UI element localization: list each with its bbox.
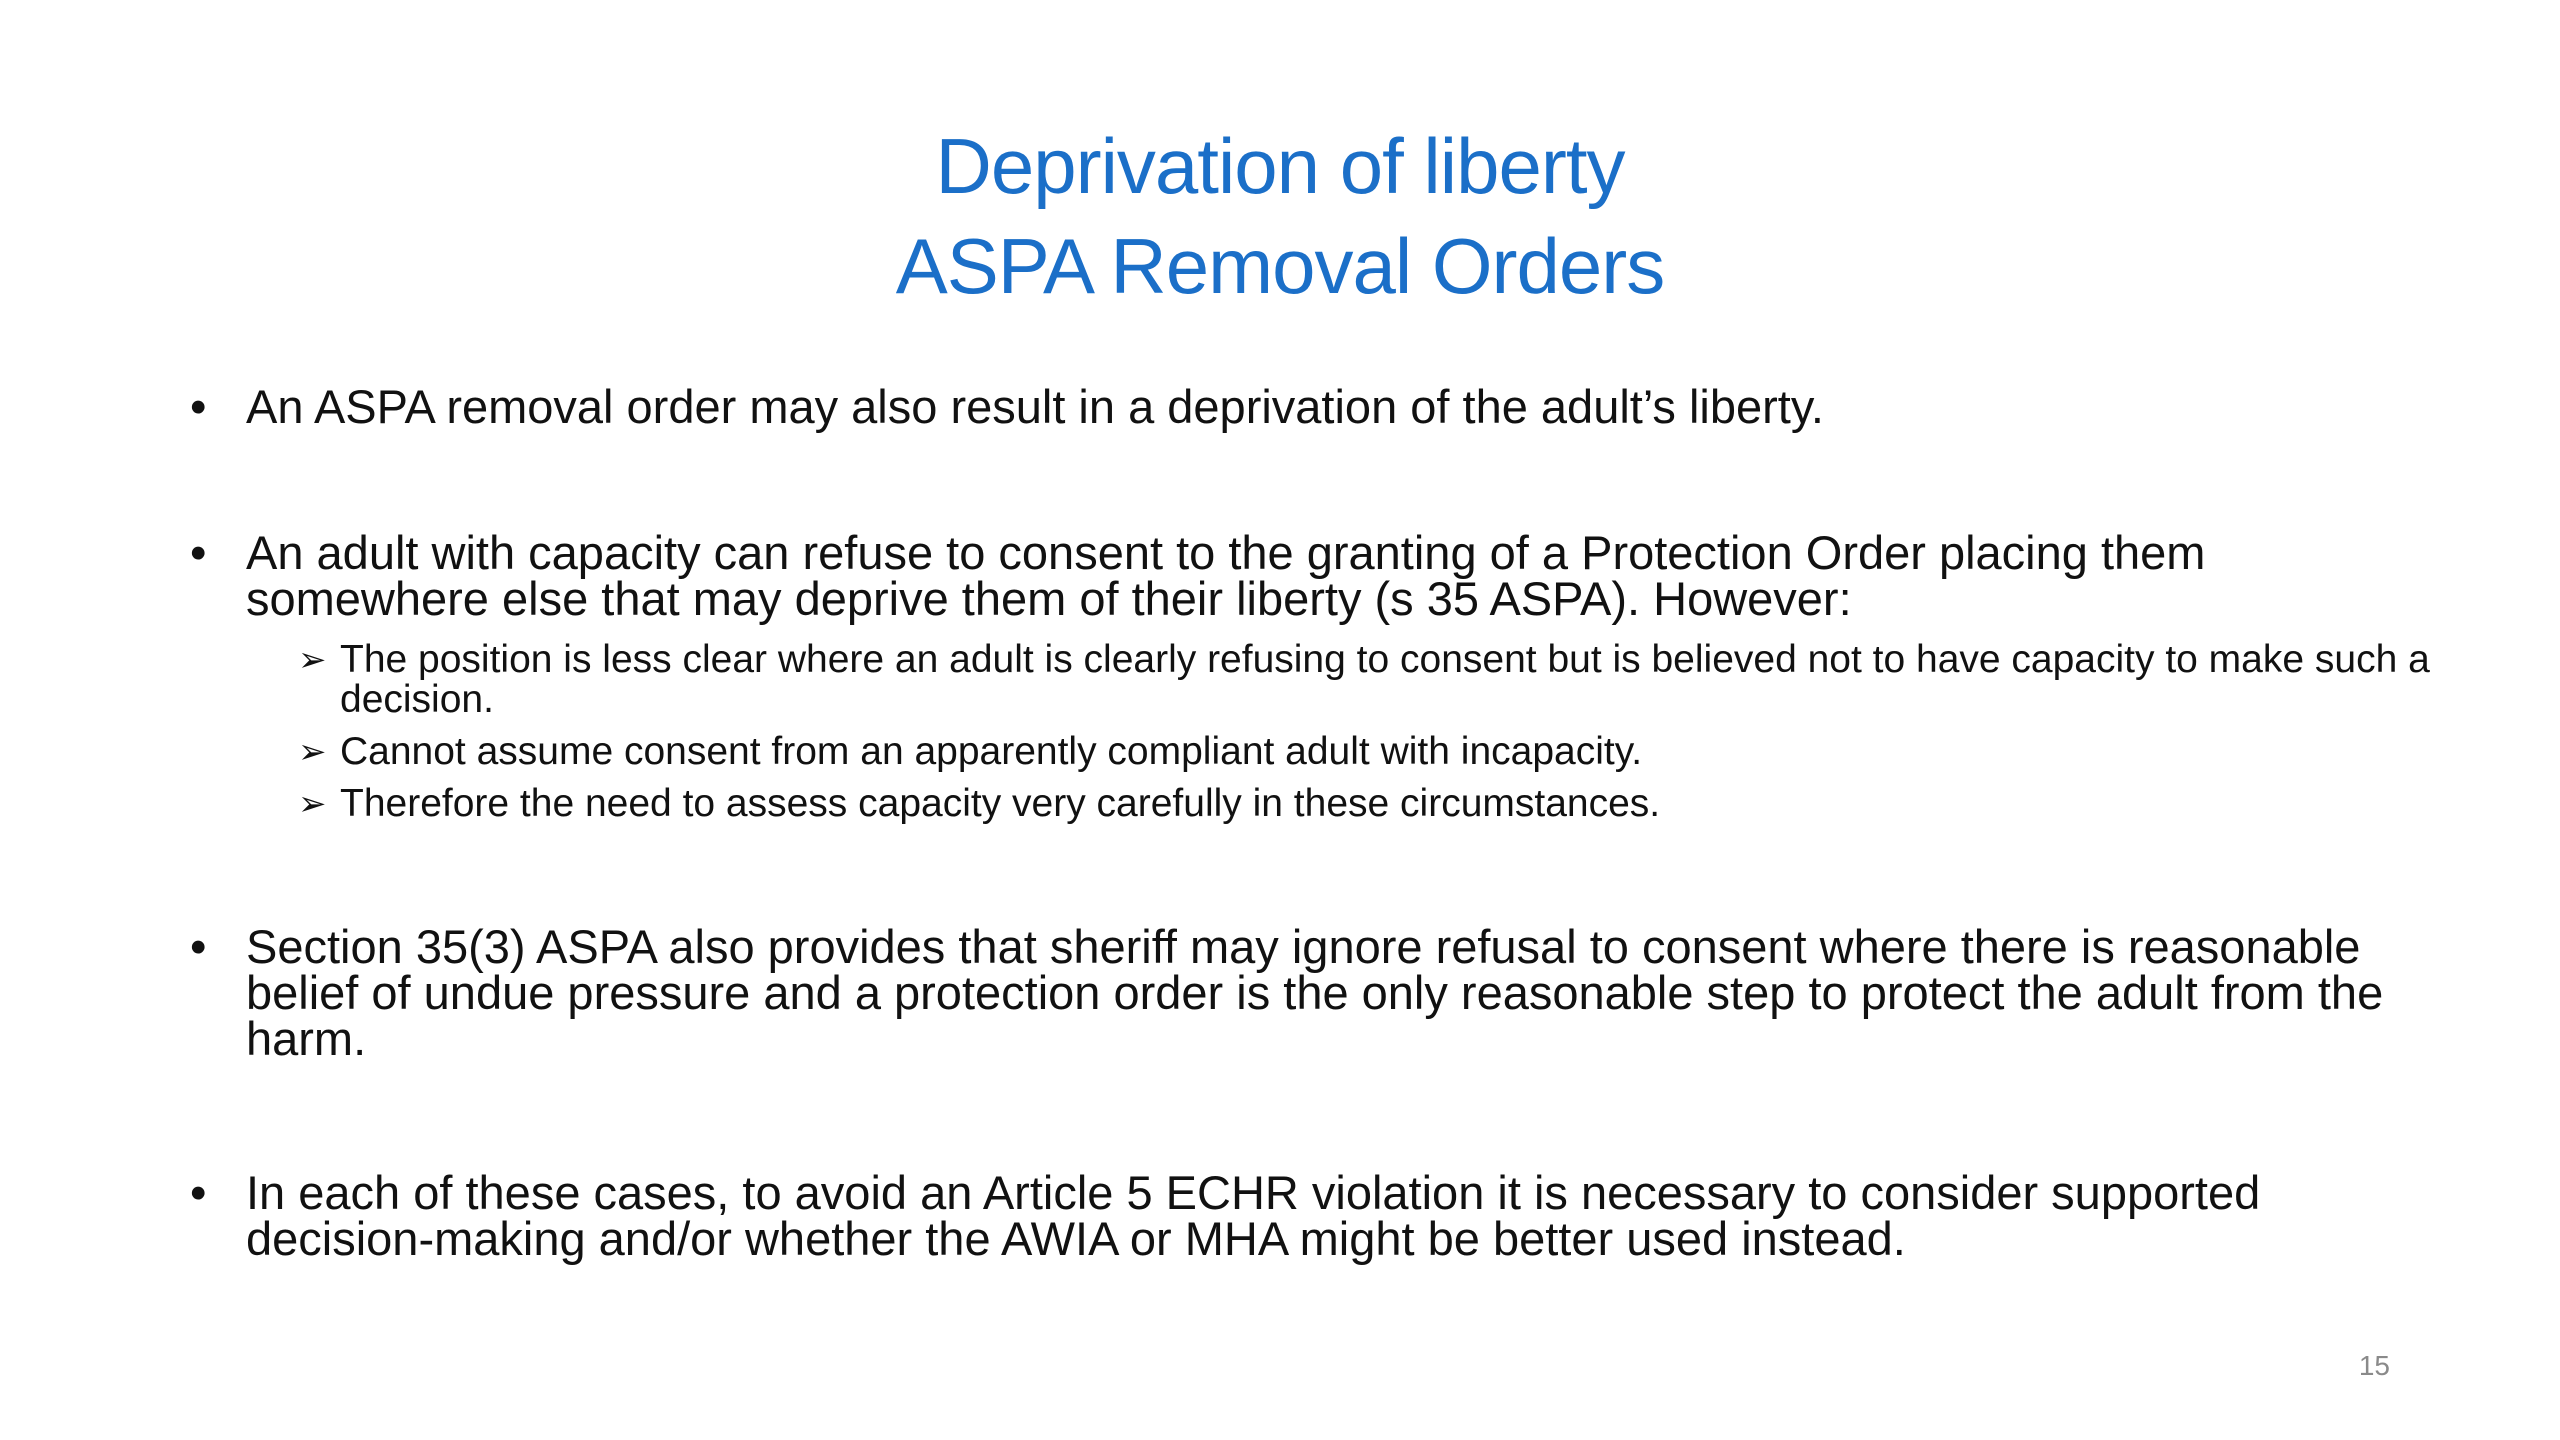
bullet-text: Section 35(3) ASPA also provides that sheriff may ignore refusal to consent where there is reasonable belief of undue pressure and a protection order is the only reasonable step to protect the adult from the harm.	[246, 920, 2384, 1065]
arrow-bullet-icon: ➢	[298, 785, 327, 823]
bullet-item	[190, 1166, 2430, 1265]
bullet-icon: •	[190, 526, 207, 579]
page-number: 15	[2358, 1350, 2390, 1381]
sub-bullet-text: Cannot assume consent from an apparently compliant adult with incapacity.	[340, 730, 1643, 773]
sub-bullet-list	[298, 640, 2430, 824]
arrow-bullet-icon: ➢	[298, 733, 327, 771]
slide-body	[190, 380, 2430, 1265]
bullet-item	[190, 920, 2430, 1065]
title-line-1: Deprivation of liberty	[935, 122, 1625, 210]
bullet-text: An adult with capacity can refuse to consent to the granting of a Protection Order placing them somewhere else that may deprive them of their liberty (s 35 ASPA). However:	[246, 526, 2206, 625]
bullet-icon: •	[190, 380, 207, 433]
sub-bullet-text: Therefore the need to assess capacity very carefully in these circumstances.	[340, 782, 1661, 825]
slide-title	[0, 116, 2560, 316]
bullet-text: In each of these cases, to avoid an Article 5 ECHR violation it is necessary to consider supported decision-making and/or whether the AWIA or MHA might be better used instead.	[246, 1166, 2261, 1265]
title-line-2: ASPA Removal Orders	[895, 222, 1665, 310]
sub-bullet-item	[298, 784, 2430, 824]
sub-bullet-text: The position is less clear where an adult is clearly refusing to consent but is believed not to have capacity to make such a decision.	[340, 638, 2430, 721]
bullet-icon: •	[190, 920, 207, 973]
sub-bullet-item	[298, 732, 2430, 772]
bullet-item	[190, 380, 2430, 433]
bullet-item	[190, 526, 2430, 625]
bullet-icon: •	[190, 1166, 207, 1219]
sub-bullet-item	[298, 640, 2430, 720]
arrow-bullet-icon: ➢	[298, 641, 327, 679]
bullet-text: An ASPA removal order may also result in a deprivation of the adult’s liberty.	[246, 380, 1824, 433]
